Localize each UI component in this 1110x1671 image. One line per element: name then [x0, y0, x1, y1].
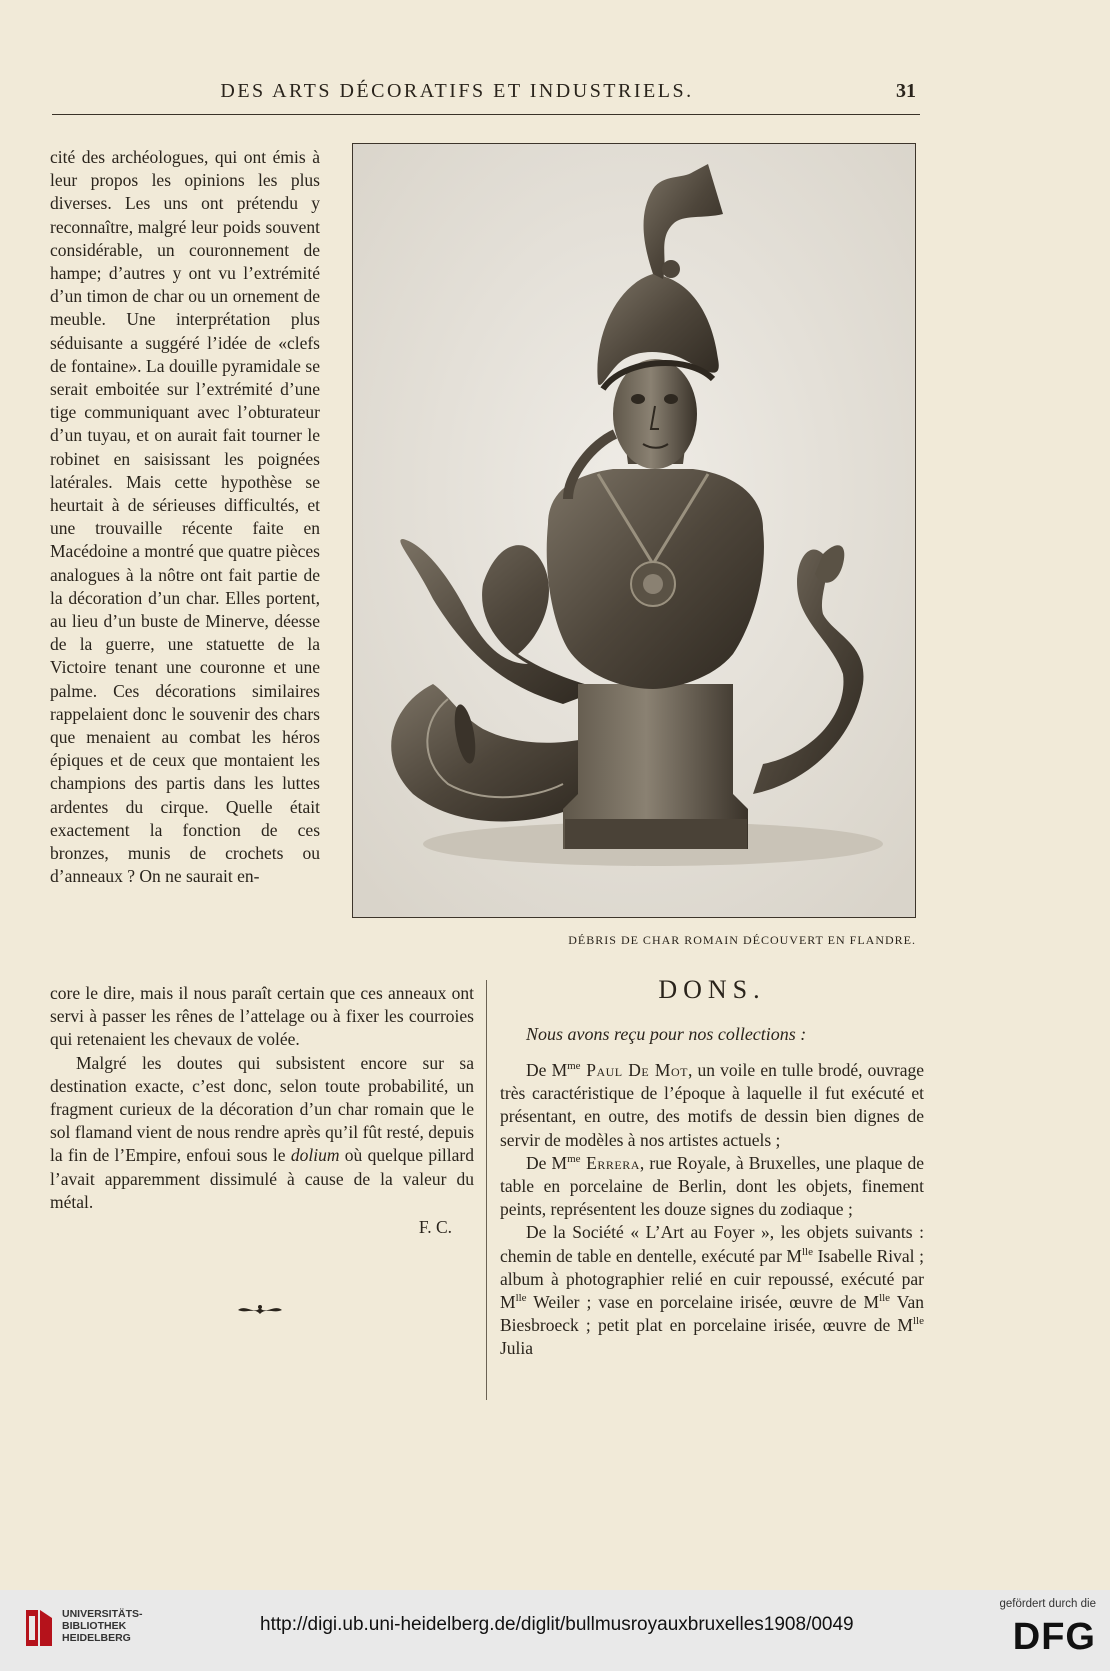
paragraph-conclusion	[50, 1052, 474, 1214]
fleuron-ornament-icon	[236, 1303, 284, 1317]
title-abbrev: me	[567, 1060, 581, 1073]
donation-text: Weiler ; vase en porcelaine irisée, œuvre de M	[526, 1292, 880, 1313]
title-abbrev: lle	[913, 1315, 924, 1328]
running-title: DES ARTS DÉCORATIFS ET INDUSTRIELS.	[220, 80, 694, 102]
institution-name	[62, 1608, 143, 1644]
section-title-dons: DONS.	[658, 975, 766, 1004]
minerva-bronze-illustration	[353, 144, 915, 917]
conclusion-text-end: où quelque pillard l’avait apparemment dissimulé à cause de la valeur du métal.	[50, 1145, 474, 1212]
donation-entry	[500, 1221, 924, 1360]
title-abbrev: lle	[879, 1292, 891, 1305]
paragraph-continued: cité des archéologues, qui ont émis à leur propos les opinions les plus diverses. Les uns ont prétendu y reconnaître, malgré leur poids souvent considérable, un couronnement de hampe; d’autres y ont vu l’extrémité d’un timon de char ou un ornement de meuble. Une interprétation plus séduisante a suggéré l’idée de «clefs de fontaine». La douille pyramidale se serait emboitée sur l’extrémité d’une tige communiquant avec l’obturateur d’un tuyau, et on aurait fait tourner le robinet en saisissant les poignées latérales. Mais cette hypothèse se heurtait à de sérieuses difficultés, et une trouvaille récente faite en Macédoine a montré que quatre pièces analogues à la nôtre ont fait partie de la décoration d’un char. Elles portent, au lieu d’un buste de Minerve, déesse de la guerre, une statuette de la Victoire tenant une couronne et une palme. Ces décorations similaires rappelaient donc le souvenir des chars que menaient au combat les héros épiques et de ceux que montaient les champions des partis dans les luttes ardentes du cirque. Quelle était exactement la fonction de ces bronzes, munis de crochets ou d’anneaux ? On ne saurait en-	[50, 147, 320, 887]
italic-term: dolium	[290, 1145, 340, 1166]
title-abbrev: me	[567, 1152, 581, 1165]
title-abbrev: lle	[515, 1292, 527, 1305]
left-column-bottom-text	[50, 982, 474, 1239]
digitization-footer	[0, 1590, 1110, 1671]
page-number: 31	[896, 80, 916, 102]
institution-line: HEIDELBERG	[62, 1632, 131, 1644]
university-library-logo-icon	[22, 1606, 56, 1650]
dfg-logo: DFG	[1012, 1616, 1096, 1658]
donation-text: Julia	[500, 1338, 534, 1359]
paragraph-continued-end: core le dire, mais il nous paraît certain que ces anneaux ont servi à passer les rênes de l’attelage ou à fixer les courroies qui retenaient les chevaux de volée.	[50, 983, 474, 1050]
dons-list	[500, 1059, 924, 1361]
entry-prefix: De M	[526, 1060, 568, 1080]
entry-prefix: De M	[526, 1152, 568, 1173]
running-head	[52, 78, 920, 115]
donation-text: Van Biesbroeck ; petit plat en porcelaine irisée, œuvre de M	[500, 1292, 924, 1336]
donation-entry	[500, 1059, 924, 1152]
donation-text: Isabelle Rival ; album à photographier relié en cuir repoussé, exécuté par M	[500, 1245, 924, 1313]
donation-text: De la Société « L’Art au Foyer », les objets suivants : chemin de table en dentelle, exécuté par M	[500, 1222, 924, 1266]
donation-text: , rue Royale, à Bruxelles, une plaque de table en porcelaine de Berlin, dont les objets, finement peints, représentent les douze signes du zodiaque ;	[500, 1152, 925, 1220]
donation-text: , un voile en tulle brodé, ouvrage très caractéristique de l’époque à laquelle il fut exécuté et présentant, en outre, des motifs de dessin bien dignes de servir de modèles à nos artistes actuels ;	[500, 1060, 925, 1150]
column-divider	[486, 980, 487, 1400]
bronze-photograph	[352, 143, 916, 918]
source-url-link[interactable]: http://digi.ub.uni-heidelberg.de/diglit/bullmusroyauxbruxelles1908/0049	[260, 1614, 854, 1635]
dons-intro: Nous avons reçu pour nos collections :	[526, 1024, 807, 1044]
figure-caption: DÉBRIS DE CHAR ROMAIN DÉCOUVERT EN FLANDRE.	[568, 933, 916, 947]
donation-entry	[500, 1152, 924, 1222]
donor-name: Errera	[580, 1152, 640, 1173]
institution-line: UNIVERSITÄTS-	[62, 1608, 143, 1620]
conclusion-text-start: Malgré les doutes qui subsistent encore sur sa destination exacte, c’est donc, selon toute probabilité, un fragment curieux de la décoration d’un char romain que le sol flamand vient de nous rendre après qu’il fût resté, depuis la fin de l’Empire, enfoui sous le	[50, 1052, 474, 1166]
institution-line: BIBLIOTHEK	[62, 1620, 127, 1632]
donor-name: Paul De Mot	[580, 1060, 688, 1080]
funded-by-label: gefördert durch die	[999, 1598, 1096, 1610]
title-abbrev: lle	[801, 1245, 813, 1258]
left-column-top-text	[50, 146, 320, 889]
author-signature: F. C.	[418, 1217, 452, 1238]
